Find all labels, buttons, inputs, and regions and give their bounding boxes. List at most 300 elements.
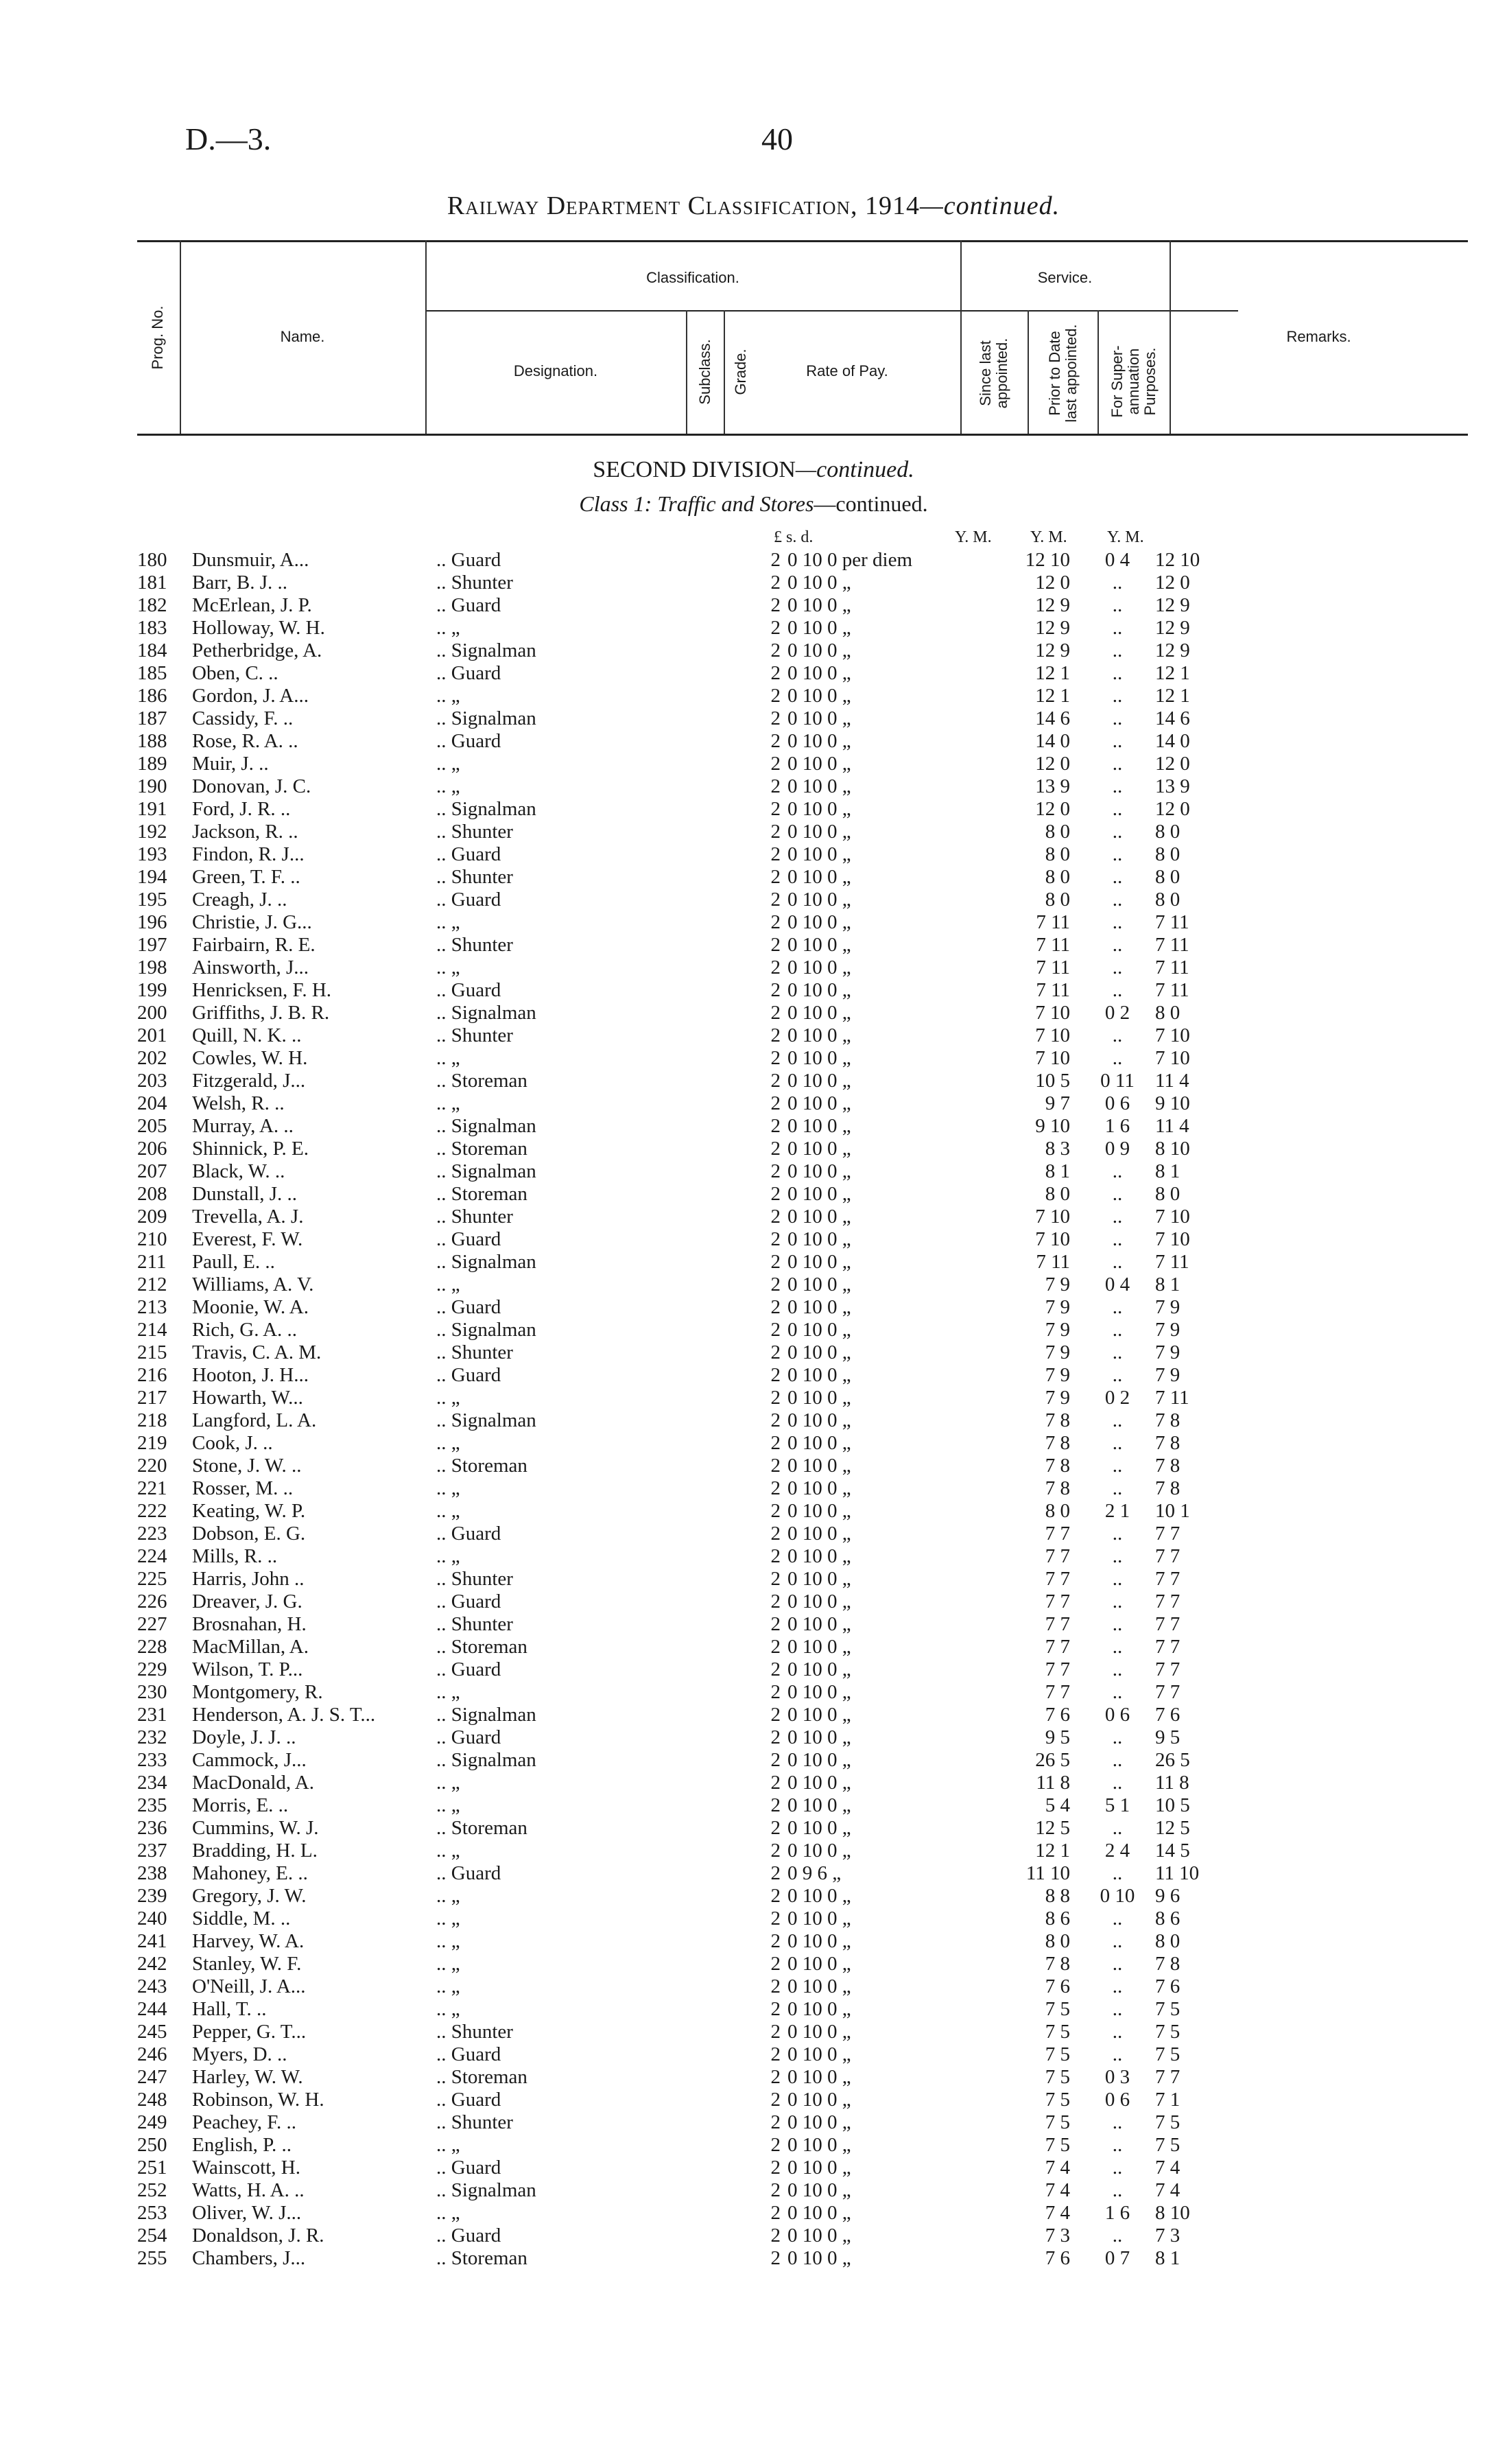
prior-cell: .. <box>1112 1636 1123 1658</box>
subclass-cell: 2 <box>770 1296 781 1318</box>
table-row <box>137 1138 1224 1160</box>
table-row <box>137 1024 1224 1047</box>
subclass-cell: 2 <box>770 1477 781 1499</box>
designation-cell: .. „ <box>436 1998 460 2020</box>
designation-cell: .. „ <box>436 1908 460 1929</box>
prog-no-cell: 235 <box>137 1794 167 1816</box>
rate-cell: 0 10 0 „ <box>787 1160 851 1182</box>
table-row <box>137 957 1224 979</box>
prog-no-cell: 200 <box>137 1002 167 1024</box>
table-row <box>137 1545 1224 1568</box>
designation-cell: .. „ <box>436 1477 460 1499</box>
name-cell: Paull, E. .. <box>192 1251 275 1273</box>
table-row <box>137 843 1224 866</box>
prior-cell: .. <box>1112 2111 1123 2133</box>
since-last-cell: 8 6 <box>1045 1908 1070 1929</box>
prior-cell: .. <box>1112 1545 1123 1567</box>
designation-header: Designation. <box>513 362 598 379</box>
designation-cell: .. Signalman <box>436 1115 536 1137</box>
table-row <box>137 1591 1224 1613</box>
designation-cell: .. Storeman <box>436 2247 527 2269</box>
since-last-cell: 7 5 <box>1045 1998 1070 2020</box>
since-last-cell: 7 11 <box>1036 934 1070 956</box>
name-cell: Trevella, A. J. <box>192 1206 304 1228</box>
prior-cell: .. <box>1112 572 1123 594</box>
table-row <box>137 2247 1224 2270</box>
subclass-cell: 2 <box>770 1138 781 1160</box>
subclass-cell: 2 <box>770 1206 781 1228</box>
name-cell: Mills, R. .. <box>192 1545 278 1567</box>
since-last-cell: 11 8 <box>1036 1772 1070 1794</box>
prog-no-cell: 247 <box>137 2066 167 2088</box>
subclass-cell: 2 <box>770 957 781 978</box>
name-cell: Cammock, J... <box>192 1749 307 1771</box>
rate-cell: 0 10 0 „ <box>787 1206 851 1228</box>
rate-cell: 0 10 0 „ <box>787 2021 851 2043</box>
prog-no-cell: 243 <box>137 1975 167 1997</box>
prior-cell: 5 1 <box>1104 1794 1130 1816</box>
designation-cell: .. Shunter <box>436 1613 513 1635</box>
prog-no-cell: 229 <box>137 1658 167 1680</box>
superannuation-cell: 12 1 <box>1155 685 1190 707</box>
superannuation-cell: 7 3 <box>1155 2225 1180 2246</box>
superannuation-cell: 7 11 <box>1155 957 1189 978</box>
name-cell: Hooton, J. H... <box>192 1364 309 1386</box>
superannuation-cell: 7 8 <box>1155 1409 1180 1431</box>
since-last-cell: 7 5 <box>1045 2134 1070 2156</box>
prog-no-cell: 216 <box>137 1364 167 1386</box>
superannuation-cell: 12 0 <box>1155 572 1190 594</box>
prog-no-cell: 215 <box>137 1341 167 1363</box>
rate-cell: 0 10 0 „ <box>787 1002 851 1024</box>
superannuation-cell: 7 7 <box>1155 1613 1180 1635</box>
prog-no-cell: 230 <box>137 1681 167 1703</box>
table-row <box>137 685 1224 707</box>
superannuation-cell: 9 10 <box>1155 1092 1190 1114</box>
division-heading <box>0 457 1507 483</box>
table-row <box>137 1115 1224 1138</box>
prior-cell: 0 10 <box>1100 1885 1135 1907</box>
designation-cell: .. Signalman <box>436 1002 536 1024</box>
prior-cell: .. <box>1112 1455 1123 1477</box>
since-last-cell: 7 4 <box>1045 2179 1070 2201</box>
subclass-cell: 2 <box>770 753 781 775</box>
prior-cell: 0 6 <box>1104 1704 1130 1726</box>
prog-no-cell: 246 <box>137 2043 167 2065</box>
subclass-cell: 2 <box>770 1975 781 1997</box>
since-last-cell: 7 9 <box>1045 1364 1070 1386</box>
designation-cell: .. Shunter <box>436 1206 513 1228</box>
name-cell: Christie, J. G... <box>192 911 312 933</box>
col-divider <box>724 310 725 434</box>
prior-cell: .. <box>1112 1183 1123 1205</box>
prior-cell: .. <box>1112 866 1123 888</box>
name-cell: Green, T. F. .. <box>192 866 300 888</box>
name-cell: Bradding, H. L. <box>192 1840 318 1862</box>
name-cell: Findon, R. J... <box>192 843 305 865</box>
table-row <box>137 798 1224 821</box>
superannuation-cell: 8 0 <box>1155 1930 1180 1952</box>
designation-cell: .. Shunter <box>436 821 513 843</box>
grade-header: Grade. <box>732 349 749 395</box>
name-cell: Gordon, J. A... <box>192 685 309 707</box>
designation-cell: .. Guard <box>436 843 501 865</box>
rate-cell: 0 10 0 „ <box>787 798 851 820</box>
subclass-cell: 2 <box>770 2225 781 2246</box>
superannuation-cell: 7 10 <box>1155 1228 1190 1250</box>
prior-cell: .. <box>1112 957 1123 978</box>
superannuation-cell: 7 4 <box>1155 2179 1180 2201</box>
prog-no-cell: 183 <box>137 617 167 639</box>
prior-to-date-header: Prior to Date last appointed. <box>1046 324 1080 423</box>
name-cell: MacMillan, A. <box>192 1636 309 1658</box>
designation-cell: .. „ <box>436 1274 460 1295</box>
since-last-cell: 7 7 <box>1045 1613 1070 1635</box>
superannuation-cell: 7 9 <box>1155 1319 1180 1341</box>
rate-cell: 0 10 0 „ <box>787 1726 851 1748</box>
table-row <box>137 934 1224 957</box>
superannuation-cell: 7 11 <box>1155 934 1189 956</box>
table-row <box>137 1274 1224 1296</box>
since-last-cell: 12 0 <box>1035 572 1070 594</box>
table-row <box>137 1160 1224 1183</box>
since-last-cell: 7 10 <box>1035 1024 1070 1046</box>
prior-cell: .. <box>1112 662 1123 684</box>
superannuation-cell: 12 9 <box>1155 617 1190 639</box>
prior-cell: .. <box>1112 1364 1123 1386</box>
superannuation-cell: 11 4 <box>1155 1115 1189 1137</box>
name-cell: Montgomery, R. <box>192 1681 323 1703</box>
prog-no-cell: 228 <box>137 1636 167 1658</box>
since-last-cell: 7 10 <box>1035 1228 1070 1250</box>
designation-cell: .. „ <box>436 1681 460 1703</box>
subclass-cell: 2 <box>770 1228 781 1250</box>
since-last-cell: 12 10 <box>1025 549 1070 571</box>
since-last-cell: 7 10 <box>1035 1047 1070 1069</box>
designation-cell: .. Shunter <box>436 1024 513 1046</box>
subclass-cell: 2 <box>770 2066 781 2088</box>
rate-cell: 0 10 0 „ <box>787 2247 851 2269</box>
table-row <box>137 1772 1224 1794</box>
prog-no-cell: 208 <box>137 1183 167 1205</box>
subclass-cell: 2 <box>770 1160 781 1182</box>
prog-no-cell: 190 <box>137 775 167 797</box>
prior-cell: .. <box>1112 1024 1123 1046</box>
prior-cell: .. <box>1112 594 1123 616</box>
designation-cell: .. Guard <box>436 1726 501 1748</box>
table-row <box>137 1908 1224 1930</box>
table-row <box>137 2134 1224 2157</box>
superannuation-cell: 7 10 <box>1155 1047 1190 1069</box>
since-last-cell: 7 9 <box>1045 1341 1070 1363</box>
since-last-cell: 7 5 <box>1045 2111 1070 2133</box>
prior-cell: .. <box>1112 2179 1123 2201</box>
title-suffix: —continued. <box>919 191 1060 220</box>
superannuation-cell: 7 6 <box>1155 1975 1180 1997</box>
name-cell: Rose, R. A. .. <box>192 730 298 752</box>
since-last-cell: 12 9 <box>1035 594 1070 616</box>
prior-cell: .. <box>1112 979 1123 1001</box>
subclass-cell: 2 <box>770 1183 781 1205</box>
rate-cell: 0 10 0 „ <box>787 1681 851 1703</box>
rate-cell: 0 10 0 „ <box>787 1953 851 1975</box>
table-row <box>137 1206 1224 1228</box>
money-units: £ s. d. <box>774 528 814 546</box>
prog-no-cell: 209 <box>137 1206 167 1228</box>
since-last-cell: 14 0 <box>1035 730 1070 752</box>
prog-no-cell: 227 <box>137 1613 167 1635</box>
designation-cell: .. Shunter <box>436 2111 513 2133</box>
page-title <box>0 191 1507 221</box>
name-cell: Harvey, W. A. <box>192 1930 305 1952</box>
prog-no-cell: 234 <box>137 1772 167 1794</box>
rate-cell: 0 10 0 „ <box>787 1704 851 1726</box>
table-row <box>137 2043 1224 2066</box>
rate-cell: 0 10 0 „ <box>787 2157 851 2179</box>
superannuation-cell: 8 0 <box>1155 866 1180 888</box>
prior-cell: .. <box>1112 1409 1123 1431</box>
table-row <box>137 753 1224 775</box>
designation-cell: .. Signalman <box>436 707 536 729</box>
subclass-cell: 2 <box>770 1568 781 1590</box>
superannuation-cell: 7 11 <box>1155 979 1189 1001</box>
name-cell: Brosnahan, H. <box>192 1613 307 1635</box>
super-units: Y. M. <box>1107 528 1144 546</box>
designation-cell: .. Guard <box>436 2225 501 2246</box>
table-row <box>137 1432 1224 1455</box>
rate-cell: 0 10 0 „ <box>787 1658 851 1680</box>
prior-cell: .. <box>1112 1206 1123 1228</box>
prog-no-cell: 225 <box>137 1568 167 1590</box>
prog-no-cell: 199 <box>137 979 167 1001</box>
subclass-cell: 2 <box>770 911 781 933</box>
rate-cell: 0 10 0 „ <box>787 662 851 684</box>
prior-cell: .. <box>1112 2157 1123 2179</box>
table-row <box>137 775 1224 798</box>
superannuation-cell: 7 7 <box>1155 1545 1180 1567</box>
prior-cell: .. <box>1112 1047 1123 1069</box>
table-row <box>137 1523 1224 1545</box>
rate-cell: 0 10 0 „ <box>787 730 851 752</box>
superannuation-cell: 7 7 <box>1155 1681 1180 1703</box>
prog-no-cell: 193 <box>137 843 167 865</box>
rate-cell: 0 10 0 „ <box>787 1319 851 1341</box>
designation-cell: .. Guard <box>436 1228 501 1250</box>
prog-no-cell: 204 <box>137 1092 167 1114</box>
name-cell: Gregory, J. W. <box>192 1885 307 1907</box>
table-row <box>137 1998 1224 2021</box>
superannuation-cell: 12 9 <box>1155 594 1190 616</box>
table-row <box>137 1341 1224 1364</box>
designation-cell: .. Shunter <box>436 1341 513 1363</box>
designation-cell: .. „ <box>436 1500 460 1522</box>
rate-cell: 0 10 0 „ <box>787 1794 851 1816</box>
since-last-cell: 10 5 <box>1035 1070 1070 1092</box>
rate-cell: 0 10 0 „ <box>787 640 851 661</box>
subclass-header: Subclass. <box>696 339 713 405</box>
rate-cell: 0 10 0 „ <box>787 2043 851 2065</box>
prior-cell: .. <box>1112 1568 1123 1590</box>
since-last-cell: 12 1 <box>1035 1840 1070 1862</box>
name-cell: Doyle, J. J. .. <box>192 1726 296 1748</box>
designation-cell: .. Signalman <box>436 640 536 661</box>
superannuation-cell: 7 11 <box>1155 1251 1189 1273</box>
rate-cell: 0 10 0 „ <box>787 889 851 911</box>
name-cell: O'Neill, J. A... <box>192 1975 306 1997</box>
superannuation-cell: 8 1 <box>1155 2247 1180 2269</box>
name-cell: Donaldson, J. R. <box>192 2225 324 2246</box>
prior-cell: .. <box>1112 730 1123 752</box>
since-last-cell: 7 7 <box>1045 1658 1070 1680</box>
name-cell: Hall, T. .. <box>192 1998 267 2020</box>
superannuation-cell: 7 9 <box>1155 1296 1180 1318</box>
superannuation-cell: 13 9 <box>1155 775 1190 797</box>
prog-no-cell: 242 <box>137 1953 167 1975</box>
name-cell: Everest, F. W. <box>192 1228 303 1250</box>
subclass-cell: 2 <box>770 662 781 684</box>
designation-cell: .. Storeman <box>436 1455 527 1477</box>
prog-no-cell: 206 <box>137 1138 167 1160</box>
since-last-cell: 7 7 <box>1045 1636 1070 1658</box>
prog-no-cell: 237 <box>137 1840 167 1862</box>
subclass-cell: 2 <box>770 1817 781 1839</box>
since-last-cell: 7 11 <box>1036 1251 1070 1273</box>
prior-cell: 2 1 <box>1104 1500 1130 1522</box>
prog-no-cell: 186 <box>137 685 167 707</box>
service-header: Service. <box>1037 269 1093 286</box>
class-name: Traffic and Stores <box>657 491 814 516</box>
subclass-cell: 2 <box>770 2202 781 2224</box>
superannuation-cell: 8 0 <box>1155 843 1180 865</box>
prior-cell: .. <box>1112 1319 1123 1341</box>
name-cell: Stone, J. W. .. <box>192 1455 302 1477</box>
subclass-cell: 2 <box>770 866 781 888</box>
since-last-cell: 7 5 <box>1045 2043 1070 2065</box>
subclass-cell: 2 <box>770 1115 781 1137</box>
rate-cell: 0 10 0 „ <box>787 1772 851 1794</box>
header-top-rule <box>137 240 1468 242</box>
prior-cell: .. <box>1112 1251 1123 1273</box>
designation-cell: .. Guard <box>436 889 501 911</box>
designation-cell: .. „ <box>436 1953 460 1975</box>
prog-no-cell: 211 <box>137 1251 167 1273</box>
name-cell: Rich, G. A. .. <box>192 1319 298 1341</box>
rate-cell: 0 10 0 „ <box>787 1251 851 1273</box>
rate-cell: 0 10 0 „ <box>787 1998 851 2020</box>
name-cell: Stanley, W. F. <box>192 1953 302 1975</box>
since-last-cell: 7 6 <box>1045 1975 1070 1997</box>
prog-no-cell: 180 <box>137 549 167 571</box>
superannuation-cell: 7 5 <box>1155 2021 1180 2043</box>
name-cell: Muir, J. .. <box>192 753 269 775</box>
subclass-cell: 2 <box>770 775 781 797</box>
since-last-cell: 7 4 <box>1045 2202 1070 2224</box>
rate-cell: 0 10 0 „ <box>787 1070 851 1092</box>
superannuation-cell: 11 10 <box>1155 1862 1200 1884</box>
subclass-cell: 2 <box>770 1862 781 1884</box>
table-row <box>137 1251 1224 1274</box>
designation-cell: .. Guard <box>436 1523 501 1545</box>
rate-cell: 0 10 0 „ <box>787 1545 851 1567</box>
designation-cell: .. Shunter <box>436 1568 513 1590</box>
designation-cell: .. „ <box>436 617 460 639</box>
prior-cell: .. <box>1112 1432 1123 1454</box>
rate-cell: 0 10 0 „ <box>787 594 851 616</box>
name-cell: Dunstall, J. .. <box>192 1183 298 1205</box>
subclass-cell: 2 <box>770 1908 781 1929</box>
subclass-cell: 2 <box>770 1047 781 1069</box>
since-last-cell: 8 8 <box>1045 1885 1070 1907</box>
staff-table-body <box>137 549 1224 2270</box>
prog-no-cell: 210 <box>137 1228 167 1250</box>
name-cell: Keating, W. P. <box>192 1500 306 1522</box>
designation-cell: .. Signalman <box>436 1160 536 1182</box>
designation-cell: .. Signalman <box>436 1704 536 1726</box>
since-last-cell: 5 4 <box>1045 1794 1070 1816</box>
table-row <box>137 2157 1224 2179</box>
superannuation-cell: 8 10 <box>1155 1138 1190 1160</box>
prior-cell: .. <box>1112 2134 1123 2156</box>
prog-no-cell: 184 <box>137 640 167 661</box>
prior-cell: 1 6 <box>1104 1115 1130 1137</box>
since-last-cell: 12 9 <box>1035 617 1070 639</box>
subclass-cell: 2 <box>770 572 781 594</box>
table-row <box>137 1975 1224 1998</box>
table-row <box>137 821 1224 843</box>
designation-cell: .. Guard <box>436 979 501 1001</box>
name-cell: Creagh, J. .. <box>192 889 287 911</box>
prior-cell: .. <box>1112 1613 1123 1635</box>
superannuation-cell: 14 6 <box>1155 707 1190 729</box>
designation-cell: .. Guard <box>436 549 501 571</box>
subclass-cell: 2 <box>770 685 781 707</box>
table-row <box>137 1794 1224 1817</box>
prior-cell: .. <box>1112 753 1123 775</box>
page-number: 40 <box>761 121 793 156</box>
name-cell: Howarth, W... <box>192 1387 303 1409</box>
superannuation-cell: 7 9 <box>1155 1341 1180 1363</box>
prior-cell: 0 4 <box>1104 1274 1130 1295</box>
designation-cell: .. „ <box>436 2202 460 2224</box>
name-cell: Langford, L. A. <box>192 1409 317 1431</box>
subclass-cell: 2 <box>770 2021 781 2043</box>
prior-cell: 1 6 <box>1104 2202 1130 2224</box>
since-last-cell: 7 8 <box>1045 1455 1070 1477</box>
prog-no-cell: 222 <box>137 1500 167 1522</box>
name-cell: Travis, C. A. M. <box>192 1341 322 1363</box>
table-row <box>137 707 1224 730</box>
name-cell: Moonie, W. A. <box>192 1296 309 1318</box>
superannuation-cell: 7 9 <box>1155 1364 1180 1386</box>
prog-no-cell: 239 <box>137 1885 167 1907</box>
prior-cell: .. <box>1112 1998 1123 2020</box>
subclass-cell: 2 <box>770 2157 781 2179</box>
designation-cell: .. Guard <box>436 1862 501 1884</box>
name-cell: Oliver, W. J... <box>192 2202 302 2224</box>
since-last-cell: 7 9 <box>1045 1319 1070 1341</box>
rate-cell: 0 10 0 „ <box>787 2179 851 2201</box>
designation-cell: .. Storeman <box>436 2066 527 2088</box>
rate-cell: 0 10 0 „ <box>787 1636 851 1658</box>
designation-cell: .. „ <box>436 1047 460 1069</box>
subclass-cell: 2 <box>770 1636 781 1658</box>
since-last-cell: 8 0 <box>1045 843 1070 865</box>
superannuation-cell: 7 1 <box>1155 2089 1180 2111</box>
subclass-cell: 2 <box>770 1070 781 1092</box>
rate-cell: 0 10 0 „ <box>787 2225 851 2246</box>
since-last-cell: 8 0 <box>1045 1930 1070 1952</box>
subclass-cell: 2 <box>770 2179 781 2201</box>
